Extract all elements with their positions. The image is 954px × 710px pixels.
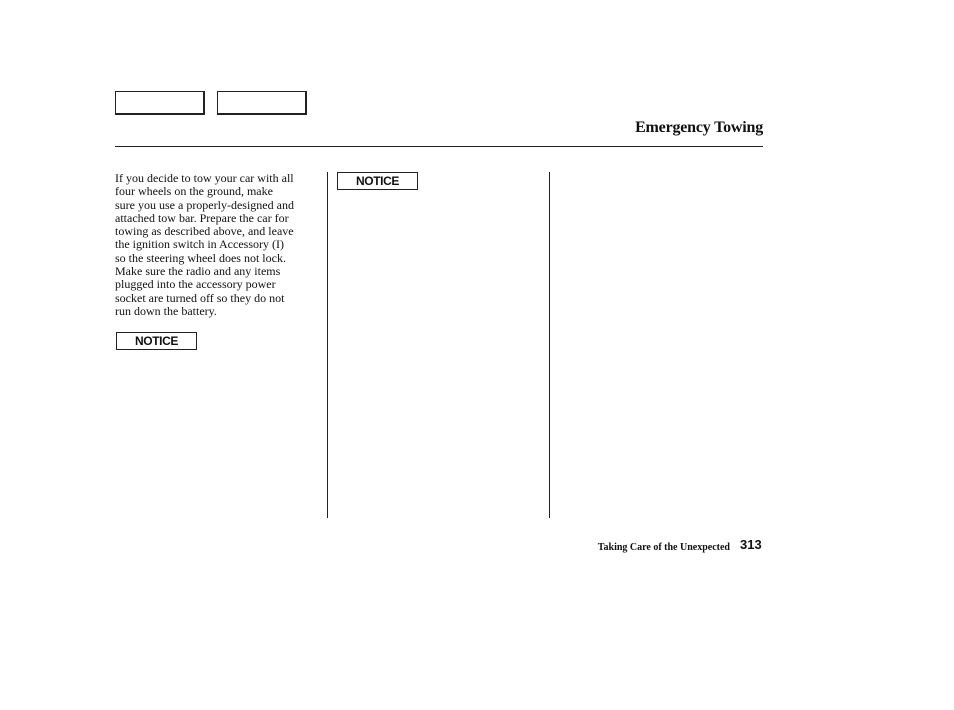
notice-label-left: NOTICE — [116, 332, 197, 350]
notice-label-middle: NOTICE — [337, 172, 418, 190]
column-divider — [327, 172, 328, 518]
title-divider — [115, 146, 763, 147]
page-number: 313 — [740, 537, 762, 552]
next-page-button[interactable] — [217, 91, 307, 115]
page-title: Emergency Towing — [635, 119, 763, 136]
column-divider — [549, 172, 550, 518]
previous-page-button[interactable] — [115, 91, 205, 115]
towing-instructions-paragraph: If you decide to tow your car with all four wheels on the ground, make sure you use a properly-designed and attached tow bar. Prepare the car for towing as described above, and leave the ignition switch in Accessory (I) so the steering wheel does not lock. Make sure the radio and any items plugged into the accessory power socket are turned off so they do not run down the battery. — [115, 171, 294, 318]
footer-section-title: Taking Care of the Unexpected — [597, 542, 730, 553]
